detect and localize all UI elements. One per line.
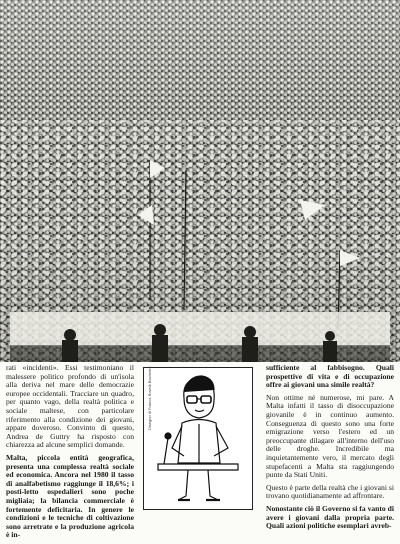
cartoon-caption: Disegno di Franca Rovelli Bacherini — [147, 366, 152, 430]
interview-question: Malta, piccola entità geografica, presenta una complessa realtà sociale ed economica. Ancora nel 1980 il tasso di analfabetismo raggiunge il 18,6%; i posti-letto ospedalieri sono poche migliaia; la bilancia commerciale è fortemente deficitaria. In genere le condizioni e le tecniche di coltivazione sono arretrate e la produzione agricola è in- — [6, 452, 134, 540]
interview-question: sufficiente al fabbisogno. Quali prospettive di vita e di occupazione offre ai giovani una simile realtà? — [266, 363, 394, 390]
article-paragraph: Questo è parte della realtà che i giovani si trovano quotidianamente ad affrontare. — [266, 482, 394, 501]
interview-question: Nonostante ciò il Governo si fa vanto di avere i giovani dalla propria parte. Quali azioni politiche esemplari avreb- — [266, 503, 394, 531]
article-right-column — [266, 364, 394, 535]
cartoon-illustration — [143, 367, 253, 510]
article-paragraph: Non ottime né numerose, mi pare. A Malta infatti il tasso di disoccupazione giovanile è in continuo aumento. Conseguenza di questo sono una forte emigrazione verso l'estero ed un preoccupante dilagare all'interno dell'uso delle droghe. Incredibile ma inquietantemente vero, il mercato degli stupefacenti a Malta sta raggiungendo punte da Stati Uniti. — [266, 392, 394, 480]
article-paragraph: rati «incidenti». Essi testimoniano il malessere politico profondo di un'isola alla deriva nel mare delle democrazie europee occidentali. Tracciare un quadro, per quanto vago, della realtà politica e sociale maltese, con particolare riferimento alla condizione dei giovani, appare doveroso. Convinto di questo, Andrea de Guttry ha risposto con chiarezza ad alcune semplici domande. — [6, 363, 134, 450]
article-left-column — [6, 364, 134, 544]
